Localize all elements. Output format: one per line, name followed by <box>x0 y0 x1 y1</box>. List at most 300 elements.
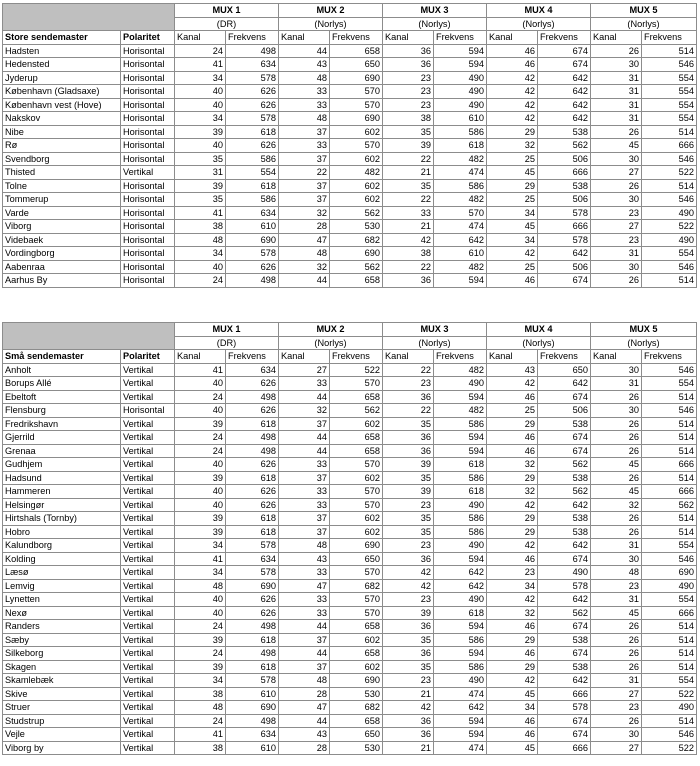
frequency-value: 602 <box>330 417 383 431</box>
frequency-value: 674 <box>538 620 591 634</box>
polarity-value: Horisontal <box>121 206 175 220</box>
channel-value: 42 <box>487 247 538 261</box>
channel-value: 42 <box>487 71 538 85</box>
operator-label: (Norlys) <box>383 17 487 31</box>
frequency-value: 618 <box>226 512 279 526</box>
channel-value: 40 <box>175 458 226 472</box>
channel-value: 28 <box>279 220 330 234</box>
frequency-value: 554 <box>642 71 697 85</box>
frekvens-header: Frekvens <box>538 350 591 364</box>
frequency-value: 634 <box>226 58 279 72</box>
frequency-value: 666 <box>642 485 697 499</box>
frequency-value: 474 <box>434 741 487 755</box>
frequency-value: 658 <box>330 444 383 458</box>
channel-value: 29 <box>487 525 538 539</box>
polarity-value: Vertikal <box>121 687 175 701</box>
channel-value: 37 <box>279 417 330 431</box>
frequency-value: 626 <box>226 98 279 112</box>
frequency-value: 610 <box>226 741 279 755</box>
frequency-value: 642 <box>434 579 487 593</box>
frequency-value: 514 <box>642 431 697 445</box>
table-row <box>3 390 697 404</box>
frequency-value: 514 <box>642 525 697 539</box>
channel-value: 40 <box>175 98 226 112</box>
channel-value: 35 <box>383 660 434 674</box>
channel-value: 26 <box>591 525 642 539</box>
polarity-value: Vertikal <box>121 525 175 539</box>
frequency-value: 586 <box>434 125 487 139</box>
channel-value: 26 <box>591 660 642 674</box>
channel-value: 24 <box>175 714 226 728</box>
channel-value: 42 <box>487 112 538 126</box>
channel-value: 23 <box>383 85 434 99</box>
channel-value: 26 <box>591 471 642 485</box>
frequency-value: 554 <box>642 377 697 391</box>
frequency-value: 674 <box>538 390 591 404</box>
transmitter-name: Aarhus By <box>3 274 121 288</box>
frequency-value: 618 <box>226 417 279 431</box>
table-row <box>3 112 697 126</box>
channel-value: 44 <box>279 274 330 288</box>
transmitter-name: Randers <box>3 620 121 634</box>
frequency-value: 578 <box>538 233 591 247</box>
channel-value: 48 <box>175 701 226 715</box>
frequency-value: 490 <box>434 85 487 99</box>
channel-value: 36 <box>383 620 434 634</box>
frequency-value: 594 <box>434 390 487 404</box>
channel-value: 21 <box>383 741 434 755</box>
channel-value: 26 <box>591 620 642 634</box>
channel-value: 23 <box>383 593 434 607</box>
frequency-value: 642 <box>538 539 591 553</box>
channel-value: 24 <box>175 647 226 661</box>
channel-value: 35 <box>383 125 434 139</box>
frequency-value: 674 <box>538 647 591 661</box>
frequency-value: 674 <box>538 444 591 458</box>
kanal-header: Kanal <box>487 31 538 45</box>
kanal-header: Kanal <box>279 31 330 45</box>
channel-value: 38 <box>175 687 226 701</box>
table-row <box>3 512 697 526</box>
transmitter-name: Læsø <box>3 566 121 580</box>
frequency-value: 602 <box>330 179 383 193</box>
frequency-value: 514 <box>642 620 697 634</box>
transmitter-name: Studstrup <box>3 714 121 728</box>
frequency-value: 578 <box>226 247 279 261</box>
channel-value: 33 <box>279 485 330 499</box>
transmitter-name: Nibe <box>3 125 121 139</box>
transmitter-name: Hammeren <box>3 485 121 499</box>
channel-value: 34 <box>487 206 538 220</box>
table-row <box>3 728 697 742</box>
transmitter-name: Fredrikshavn <box>3 417 121 431</box>
frequency-value: 482 <box>434 260 487 274</box>
frequency-value: 658 <box>330 431 383 445</box>
channel-value: 45 <box>487 220 538 234</box>
operator-label: (Norlys) <box>487 336 591 350</box>
channel-value: 38 <box>175 741 226 755</box>
frequency-value: 570 <box>330 139 383 153</box>
polarity-value: Horisontal <box>121 98 175 112</box>
channel-value: 35 <box>383 525 434 539</box>
channel-value: 43 <box>487 363 538 377</box>
frequency-value: 482 <box>434 363 487 377</box>
polarity-value: Vertikal <box>121 485 175 499</box>
channel-value: 21 <box>383 220 434 234</box>
frequency-value: 642 <box>538 85 591 99</box>
channel-value: 38 <box>383 247 434 261</box>
frequency-value: 506 <box>538 404 591 418</box>
frequency-value: 578 <box>226 112 279 126</box>
frequency-value: 658 <box>330 647 383 661</box>
frekvens-header: Frekvens <box>434 31 487 45</box>
frequency-value: 666 <box>538 166 591 180</box>
frequency-value: 586 <box>434 512 487 526</box>
table-row <box>3 98 697 112</box>
operator-label: (Norlys) <box>383 336 487 350</box>
channel-value: 36 <box>383 552 434 566</box>
channel-value: 26 <box>591 647 642 661</box>
table-row <box>3 660 697 674</box>
polarity-value: Vertikal <box>121 620 175 634</box>
column-header-row <box>3 31 697 45</box>
channel-value: 24 <box>175 390 226 404</box>
table-row <box>3 152 697 166</box>
channel-value: 39 <box>175 471 226 485</box>
frequency-value: 514 <box>642 647 697 661</box>
polarity-value: Horisontal <box>121 112 175 126</box>
frequency-value: 642 <box>538 498 591 512</box>
table-row <box>3 125 697 139</box>
transmitter-name: Tolne <box>3 179 121 193</box>
frequency-value: 642 <box>538 377 591 391</box>
polarity-value: Vertikal <box>121 606 175 620</box>
channel-value: 26 <box>591 633 642 647</box>
channel-value: 43 <box>279 58 330 72</box>
transmitter-name: Grenaa <box>3 444 121 458</box>
channel-value: 22 <box>383 363 434 377</box>
frequency-value: 554 <box>642 112 697 126</box>
table-row <box>3 166 697 180</box>
polarity-value: Vertikal <box>121 444 175 458</box>
frequency-value: 610 <box>226 687 279 701</box>
frequency-value: 626 <box>226 377 279 391</box>
channel-value: 31 <box>591 71 642 85</box>
channel-value: 34 <box>487 233 538 247</box>
frequency-value: 490 <box>642 233 697 247</box>
polarity-value: Horisontal <box>121 247 175 261</box>
channel-value: 44 <box>279 647 330 661</box>
channel-value: 40 <box>175 377 226 391</box>
channel-value: 48 <box>279 112 330 126</box>
table-row <box>3 274 697 288</box>
frequency-value: 474 <box>434 220 487 234</box>
table-row <box>3 579 697 593</box>
frequency-value: 570 <box>330 98 383 112</box>
channel-value: 39 <box>383 485 434 499</box>
frequency-value: 658 <box>330 274 383 288</box>
frequency-value: 490 <box>434 593 487 607</box>
frekvens-header: Frekvens <box>330 350 383 364</box>
channel-value: 42 <box>487 674 538 688</box>
channel-value: 37 <box>279 660 330 674</box>
channel-value: 39 <box>175 512 226 526</box>
frequency-value: 658 <box>330 44 383 58</box>
frequency-value: 594 <box>434 552 487 566</box>
frequency-value: 690 <box>330 112 383 126</box>
frequency-value: 602 <box>330 471 383 485</box>
transmitter-name: Svendborg <box>3 152 121 166</box>
mux-label: MUX 4 <box>487 323 591 337</box>
channel-value: 34 <box>175 112 226 126</box>
channel-value: 23 <box>383 498 434 512</box>
operator-label: (Norlys) <box>279 17 383 31</box>
polarity-value: Vertikal <box>121 458 175 472</box>
frequency-value: 506 <box>538 260 591 274</box>
polarity-value: Vertikal <box>121 728 175 742</box>
frequency-value: 618 <box>434 458 487 472</box>
channel-value: 39 <box>175 525 226 539</box>
mux-label: MUX 1 <box>175 4 279 18</box>
channel-value: 32 <box>279 206 330 220</box>
frequency-value: 522 <box>642 220 697 234</box>
channel-value: 48 <box>279 71 330 85</box>
channel-value: 29 <box>487 633 538 647</box>
frequency-value: 514 <box>642 633 697 647</box>
channel-value: 41 <box>175 363 226 377</box>
table-row <box>3 593 697 607</box>
channel-value: 27 <box>279 363 330 377</box>
table-row <box>3 431 697 445</box>
frequency-value: 690 <box>226 701 279 715</box>
small-masts-sheet <box>2 322 697 755</box>
transmitter-name: Nakskov <box>3 112 121 126</box>
polarity-value: Horisontal <box>121 139 175 153</box>
transmitter-name: København (Gladsaxe) <box>3 85 121 99</box>
frequency-value: 610 <box>434 247 487 261</box>
polarity-value: Vertikal <box>121 498 175 512</box>
channel-value: 44 <box>279 431 330 445</box>
transmitter-name: Vordingborg <box>3 247 121 261</box>
channel-value: 42 <box>383 233 434 247</box>
polarity-value: Vertikal <box>121 417 175 431</box>
channel-value: 39 <box>383 458 434 472</box>
transmitter-name: Tommerup <box>3 193 121 207</box>
frequency-value: 490 <box>434 71 487 85</box>
polarity-value: Horisontal <box>121 404 175 418</box>
transmitter-name: Silkeborg <box>3 647 121 661</box>
frequency-value: 490 <box>434 377 487 391</box>
frekvens-header: Frekvens <box>434 350 487 364</box>
frequency-value: 498 <box>226 44 279 58</box>
frequency-value: 642 <box>538 593 591 607</box>
frequency-value: 514 <box>642 660 697 674</box>
channel-value: 32 <box>487 139 538 153</box>
frequency-value: 634 <box>226 552 279 566</box>
frequency-value: 538 <box>538 179 591 193</box>
channel-value: 34 <box>175 539 226 553</box>
polarity-value: Vertikal <box>121 660 175 674</box>
channel-value: 37 <box>279 179 330 193</box>
transmitter-name: Hirtshals (Tornby) <box>3 512 121 526</box>
polarity-value: Horisontal <box>121 85 175 99</box>
transmitter-name: Hadsten <box>3 44 121 58</box>
channel-value: 26 <box>591 390 642 404</box>
frequency-value: 538 <box>538 125 591 139</box>
channel-value: 24 <box>175 620 226 634</box>
transmitter-name: Rø <box>3 139 121 153</box>
frequency-value: 490 <box>434 498 487 512</box>
channel-value: 29 <box>487 179 538 193</box>
frequency-value: 538 <box>538 660 591 674</box>
channel-value: 39 <box>175 660 226 674</box>
channel-value: 30 <box>591 404 642 418</box>
frequency-value: 530 <box>330 220 383 234</box>
table-row <box>3 444 697 458</box>
channel-value: 32 <box>279 260 330 274</box>
frequency-value: 658 <box>330 390 383 404</box>
frequency-value: 634 <box>226 363 279 377</box>
transmitter-name: Skamlebæk <box>3 674 121 688</box>
channel-value: 23 <box>591 233 642 247</box>
frequency-value: 578 <box>226 71 279 85</box>
table-row <box>3 498 697 512</box>
frekvens-header: Frekvens <box>330 31 383 45</box>
frequency-value: 674 <box>538 714 591 728</box>
table-row <box>3 139 697 153</box>
frequency-value: 562 <box>538 139 591 153</box>
transmitter-name: København vest (Hove) <box>3 98 121 112</box>
frequency-value: 666 <box>642 606 697 620</box>
channel-value: 25 <box>487 404 538 418</box>
frequency-value: 554 <box>642 539 697 553</box>
polarity-value: Vertikal <box>121 363 175 377</box>
frequency-value: 690 <box>330 247 383 261</box>
channel-value: 36 <box>383 444 434 458</box>
frequency-value: 570 <box>330 85 383 99</box>
transmitter-name: Varde <box>3 206 121 220</box>
frequency-value: 570 <box>330 566 383 580</box>
channel-value: 23 <box>591 206 642 220</box>
frequency-value: 562 <box>538 458 591 472</box>
frequency-value: 666 <box>642 458 697 472</box>
channel-value: 30 <box>591 552 642 566</box>
transmitter-name: Anholt <box>3 363 121 377</box>
large-masts-table <box>2 3 697 288</box>
mux-label: MUX 2 <box>279 4 383 18</box>
channel-value: 45 <box>487 687 538 701</box>
frequency-value: 506 <box>538 152 591 166</box>
table-row <box>3 363 697 377</box>
channel-value: 32 <box>487 458 538 472</box>
frequency-value: 530 <box>330 741 383 755</box>
channel-value: 30 <box>591 728 642 742</box>
frequency-value: 522 <box>642 687 697 701</box>
frequency-value: 514 <box>642 471 697 485</box>
frequency-value: 498 <box>226 431 279 445</box>
frequency-value: 626 <box>226 458 279 472</box>
channel-value: 46 <box>487 44 538 58</box>
channel-value: 23 <box>591 701 642 715</box>
channel-value: 46 <box>487 714 538 728</box>
table-row <box>3 525 697 539</box>
channel-value: 46 <box>487 620 538 634</box>
channel-value: 41 <box>175 728 226 742</box>
channel-value: 23 <box>383 98 434 112</box>
frequency-value: 594 <box>434 620 487 634</box>
frequency-value: 498 <box>226 274 279 288</box>
polarity-value: Vertikal <box>121 539 175 553</box>
frequency-value: 514 <box>642 44 697 58</box>
mux-header-row <box>3 323 697 337</box>
transmitter-name: Gjerrild <box>3 431 121 445</box>
frequency-value: 690 <box>330 674 383 688</box>
channel-value: 31 <box>591 377 642 391</box>
frequency-value: 586 <box>434 471 487 485</box>
frequency-value: 586 <box>434 417 487 431</box>
channel-value: 31 <box>591 85 642 99</box>
polarity-value: Vertikal <box>121 566 175 580</box>
table-row <box>3 85 697 99</box>
frequency-value: 618 <box>226 525 279 539</box>
transmitter-name: Lynetten <box>3 593 121 607</box>
frequency-value: 618 <box>226 633 279 647</box>
transmitter-name: Videbaek <box>3 233 121 247</box>
frequency-value: 682 <box>330 701 383 715</box>
table-row <box>3 179 697 193</box>
table-row <box>3 687 697 701</box>
frequency-value: 498 <box>226 714 279 728</box>
frequency-value: 538 <box>538 417 591 431</box>
frekvens-header: Frekvens <box>642 31 697 45</box>
frequency-value: 538 <box>538 471 591 485</box>
frequency-value: 490 <box>434 98 487 112</box>
frequency-value: 482 <box>434 404 487 418</box>
channel-value: 33 <box>279 593 330 607</box>
channel-value: 43 <box>279 728 330 742</box>
frequency-value: 538 <box>538 525 591 539</box>
table-row <box>3 485 697 499</box>
frequency-value: 578 <box>226 539 279 553</box>
frequency-value: 690 <box>642 566 697 580</box>
frequency-value: 490 <box>434 539 487 553</box>
channel-value: 34 <box>175 674 226 688</box>
channel-value: 32 <box>487 606 538 620</box>
channel-value: 26 <box>591 444 642 458</box>
frequency-value: 650 <box>330 552 383 566</box>
frequency-value: 690 <box>226 233 279 247</box>
channel-value: 45 <box>591 606 642 620</box>
table-row <box>3 247 697 261</box>
kanal-header: Kanal <box>175 350 226 364</box>
table-row <box>3 233 697 247</box>
channel-value: 26 <box>591 44 642 58</box>
frequency-value: 594 <box>434 431 487 445</box>
frequency-value: 562 <box>538 606 591 620</box>
mux-label: MUX 2 <box>279 323 383 337</box>
channel-value: 31 <box>591 98 642 112</box>
channel-value: 40 <box>175 593 226 607</box>
transmitter-name: Gudhjem <box>3 458 121 472</box>
channel-value: 23 <box>591 579 642 593</box>
channel-value: 26 <box>591 125 642 139</box>
table-row <box>3 471 697 485</box>
channel-value: 36 <box>383 728 434 742</box>
frequency-value: 626 <box>226 606 279 620</box>
channel-value: 34 <box>175 71 226 85</box>
channel-value: 27 <box>591 687 642 701</box>
frequency-value: 586 <box>226 193 279 207</box>
